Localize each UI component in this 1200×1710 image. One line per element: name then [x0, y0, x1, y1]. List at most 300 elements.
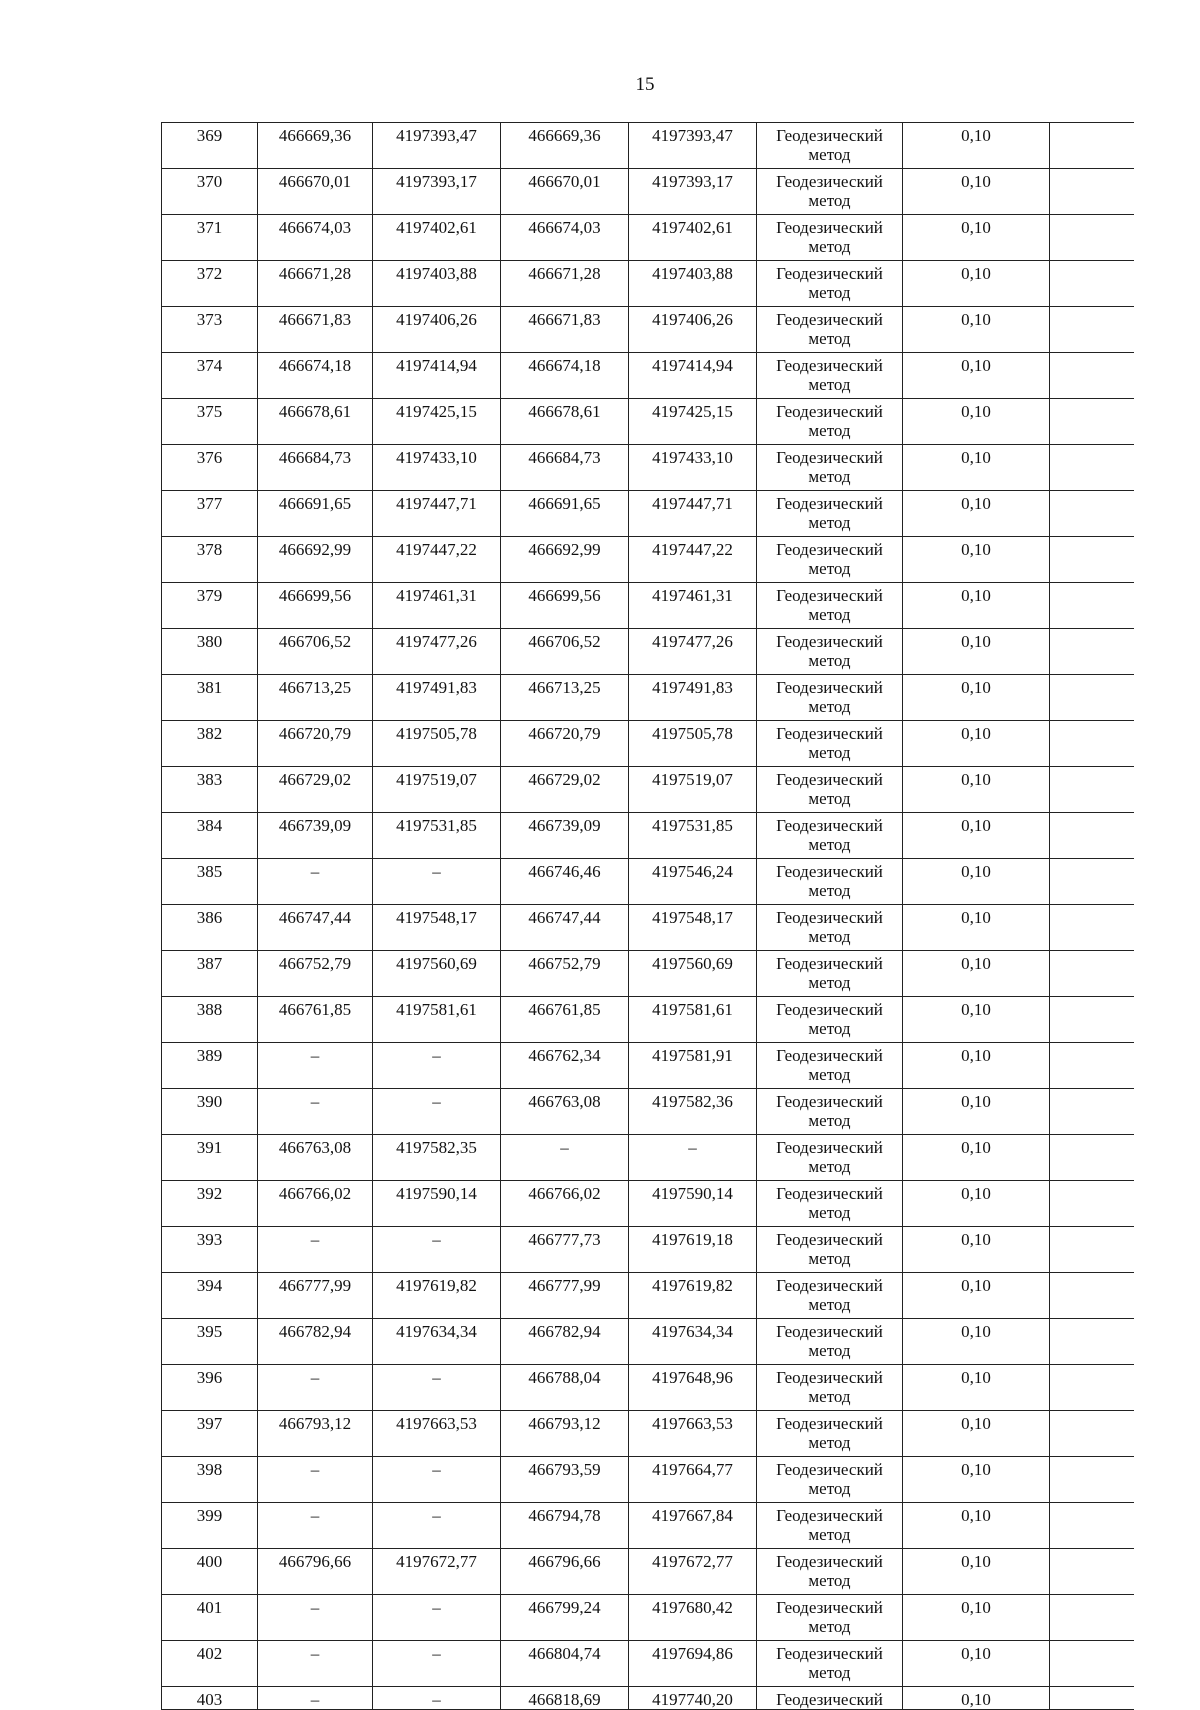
- new-x-cell: 466670,01: [501, 169, 629, 215]
- new-x-cell: 466669,36: [501, 123, 629, 169]
- table-row: [162, 629, 1134, 675]
- method-line-2: метод: [808, 835, 851, 854]
- method-line-1: Геодезический: [776, 1552, 883, 1571]
- point-number-cell: 391: [162, 1135, 258, 1181]
- existing-y-cell: 4197393,47: [373, 123, 501, 169]
- empty-cell: [1050, 169, 1134, 215]
- method-line-2: метод: [808, 651, 851, 670]
- empty-cell: [1050, 1227, 1134, 1273]
- method-cell: [757, 1503, 903, 1549]
- point-number-cell: 379: [162, 583, 258, 629]
- accuracy-cell: 0,10: [903, 905, 1050, 951]
- empty-cell: [1050, 951, 1134, 997]
- table-row: [162, 169, 1134, 215]
- table-row: [162, 675, 1134, 721]
- method-cell: [757, 307, 903, 353]
- existing-x-cell: 466793,12: [258, 1411, 373, 1457]
- method-line-2: метод: [808, 1295, 851, 1314]
- new-y-cell: 4197667,84: [629, 1503, 757, 1549]
- method-line-1: Геодезический: [776, 310, 883, 329]
- empty-cell: [1050, 1365, 1134, 1411]
- accuracy-cell: 0,10: [903, 767, 1050, 813]
- point-number-cell: 394: [162, 1273, 258, 1319]
- existing-x-cell: 466739,09: [258, 813, 373, 859]
- accuracy-cell: 0,10: [903, 1549, 1050, 1595]
- method-cell: [757, 859, 903, 905]
- existing-y-cell: 4197505,78: [373, 721, 501, 767]
- existing-y-cell: –: [373, 1457, 501, 1503]
- method-cell: [757, 1595, 903, 1641]
- method-cell: [757, 1089, 903, 1135]
- method-line-1: Геодезический: [776, 1138, 883, 1157]
- new-x-cell: 466678,61: [501, 399, 629, 445]
- table-row: [162, 445, 1134, 491]
- new-x-cell: 466766,02: [501, 1181, 629, 1227]
- method-line-1: Геодезический: [776, 1414, 883, 1433]
- method-line-2: метод: [808, 1387, 851, 1406]
- point-number-cell: 396: [162, 1365, 258, 1411]
- new-x-cell: 466739,09: [501, 813, 629, 859]
- existing-x-cell: –: [258, 1457, 373, 1503]
- point-number-cell: 370: [162, 169, 258, 215]
- new-x-cell: 466762,34: [501, 1043, 629, 1089]
- existing-x-cell: 466678,61: [258, 399, 373, 445]
- point-number-cell: 381: [162, 675, 258, 721]
- method-cell: [757, 1227, 903, 1273]
- existing-x-cell: –: [258, 1089, 373, 1135]
- method-line-2: метод: [808, 881, 851, 900]
- method-line-2: метод: [808, 513, 851, 532]
- existing-y-cell: 4197477,26: [373, 629, 501, 675]
- method-line-1: Геодезический: [776, 1506, 883, 1525]
- method-cell: [757, 629, 903, 675]
- empty-cell: [1050, 767, 1134, 813]
- method-line-2: метод: [808, 1433, 851, 1452]
- new-x-cell: 466782,94: [501, 1319, 629, 1365]
- new-y-cell: 4197393,47: [629, 123, 757, 169]
- existing-y-cell: 4197634,34: [373, 1319, 501, 1365]
- empty-cell: [1050, 1457, 1134, 1503]
- accuracy-cell: 0,10: [903, 123, 1050, 169]
- point-number-cell: 369: [162, 123, 258, 169]
- existing-x-cell: 466684,73: [258, 445, 373, 491]
- table-row: [162, 353, 1134, 399]
- table-row: [162, 859, 1134, 905]
- empty-cell: [1050, 491, 1134, 537]
- accuracy-cell: 0,10: [903, 491, 1050, 537]
- table-row: [162, 1641, 1134, 1687]
- existing-x-cell: 466699,56: [258, 583, 373, 629]
- existing-y-cell: 4197519,07: [373, 767, 501, 813]
- point-number-cell: 377: [162, 491, 258, 537]
- existing-y-cell: –: [373, 1687, 501, 1710]
- table-row: [162, 1411, 1134, 1457]
- method-cell: [757, 583, 903, 629]
- method-line-1: Геодезический: [776, 172, 883, 191]
- existing-x-cell: 466796,66: [258, 1549, 373, 1595]
- new-x-cell: 466699,56: [501, 583, 629, 629]
- table-row: [162, 813, 1134, 859]
- new-x-cell: 466692,99: [501, 537, 629, 583]
- method-line-1: Геодезический: [776, 218, 883, 237]
- point-number-cell: 380: [162, 629, 258, 675]
- method-cell: [757, 675, 903, 721]
- method-cell: [757, 1687, 903, 1710]
- new-y-cell: 4197581,61: [629, 997, 757, 1043]
- point-number-cell: 402: [162, 1641, 258, 1687]
- point-number-cell: 400: [162, 1549, 258, 1595]
- method-line-1: Геодезический: [776, 1000, 883, 1019]
- existing-y-cell: 4197403,88: [373, 261, 501, 307]
- empty-cell: [1050, 537, 1134, 583]
- new-y-cell: 4197694,86: [629, 1641, 757, 1687]
- existing-x-cell: –: [258, 1503, 373, 1549]
- new-y-cell: 4197425,15: [629, 399, 757, 445]
- point-number-cell: 378: [162, 537, 258, 583]
- empty-cell: [1050, 1549, 1134, 1595]
- table-row: [162, 951, 1134, 997]
- method-cell: [757, 261, 903, 307]
- accuracy-cell: 0,10: [903, 1365, 1050, 1411]
- accuracy-cell: 0,10: [903, 1411, 1050, 1457]
- existing-y-cell: 4197582,35: [373, 1135, 501, 1181]
- accuracy-cell: 0,10: [903, 997, 1050, 1043]
- method-line-1: Геодезический: [776, 678, 883, 697]
- existing-x-cell: 466763,08: [258, 1135, 373, 1181]
- table-row: [162, 491, 1134, 537]
- point-number-cell: 388: [162, 997, 258, 1043]
- new-x-cell: 466729,02: [501, 767, 629, 813]
- existing-y-cell: 4197402,61: [373, 215, 501, 261]
- existing-x-cell: 466691,65: [258, 491, 373, 537]
- new-y-cell: 4197680,42: [629, 1595, 757, 1641]
- accuracy-cell: 0,10: [903, 583, 1050, 629]
- empty-cell: [1050, 399, 1134, 445]
- new-y-cell: –: [629, 1135, 757, 1181]
- existing-x-cell: 466766,02: [258, 1181, 373, 1227]
- empty-cell: [1050, 1273, 1134, 1319]
- new-x-cell: 466746,46: [501, 859, 629, 905]
- method-line-2: метод: [808, 697, 851, 716]
- accuracy-cell: 0,10: [903, 1089, 1050, 1135]
- new-x-cell: 466674,03: [501, 215, 629, 261]
- method-line-1: Геодезический: [776, 770, 883, 789]
- existing-y-cell: 4197672,77: [373, 1549, 501, 1595]
- table-row: [162, 1089, 1134, 1135]
- table-row: [162, 767, 1134, 813]
- method-line-2: метод: [808, 467, 851, 486]
- existing-x-cell: 466670,01: [258, 169, 373, 215]
- method-line-2: метод: [808, 1341, 851, 1360]
- table-row: [162, 123, 1134, 169]
- empty-cell: [1050, 675, 1134, 721]
- accuracy-cell: 0,10: [903, 537, 1050, 583]
- empty-cell: [1050, 1503, 1134, 1549]
- method-line-1: Геодезический: [776, 632, 883, 651]
- new-x-cell: 466706,52: [501, 629, 629, 675]
- method-line-1: Геодезический: [776, 1322, 883, 1341]
- new-y-cell: 4197590,14: [629, 1181, 757, 1227]
- table-row: [162, 307, 1134, 353]
- new-y-cell: 4197433,10: [629, 445, 757, 491]
- new-x-cell: 466799,24: [501, 1595, 629, 1641]
- empty-cell: [1050, 1641, 1134, 1687]
- existing-y-cell: 4197491,83: [373, 675, 501, 721]
- table-row: [162, 1135, 1134, 1181]
- table-row: [162, 1043, 1134, 1089]
- existing-x-cell: –: [258, 1227, 373, 1273]
- method-line-2: метод: [808, 1479, 851, 1498]
- table-row: [162, 1457, 1134, 1503]
- method-cell: [757, 1549, 903, 1595]
- point-number-cell: 375: [162, 399, 258, 445]
- method-line-2: метод: [808, 743, 851, 762]
- new-y-cell: 4197619,82: [629, 1273, 757, 1319]
- empty-cell: [1050, 583, 1134, 629]
- existing-x-cell: 466720,79: [258, 721, 373, 767]
- method-cell: [757, 399, 903, 445]
- new-y-cell: 4197491,83: [629, 675, 757, 721]
- existing-y-cell: 4197560,69: [373, 951, 501, 997]
- method-line-2: метод: [808, 329, 851, 348]
- accuracy-cell: 0,10: [903, 1135, 1050, 1181]
- table-row: [162, 721, 1134, 767]
- method-cell: [757, 1365, 903, 1411]
- accuracy-cell: 0,10: [903, 813, 1050, 859]
- new-y-cell: 4197403,88: [629, 261, 757, 307]
- point-number-cell: 392: [162, 1181, 258, 1227]
- new-y-cell: 4197581,91: [629, 1043, 757, 1089]
- empty-cell: [1050, 721, 1134, 767]
- new-y-cell: 4197634,34: [629, 1319, 757, 1365]
- method-line-2: метод: [808, 973, 851, 992]
- method-cell: [757, 1135, 903, 1181]
- point-number-cell: 397: [162, 1411, 258, 1457]
- table-row: [162, 1273, 1134, 1319]
- empty-cell: [1050, 1411, 1134, 1457]
- table-row: [162, 261, 1134, 307]
- new-y-cell: 4197505,78: [629, 721, 757, 767]
- method-line-1: Геодезический: [776, 1046, 883, 1065]
- new-y-cell: 4197402,61: [629, 215, 757, 261]
- method-line-1: Геодезический: [776, 264, 883, 283]
- existing-x-cell: 466674,18: [258, 353, 373, 399]
- method-line-2: метод: [808, 1663, 851, 1682]
- new-y-cell: 4197664,77: [629, 1457, 757, 1503]
- method-line-1: Геодезический: [776, 954, 883, 973]
- empty-cell: [1050, 215, 1134, 261]
- method-cell: [757, 215, 903, 261]
- accuracy-cell: 0,10: [903, 1503, 1050, 1549]
- point-number-cell: 401: [162, 1595, 258, 1641]
- table-row: [162, 1595, 1134, 1641]
- empty-cell: [1050, 1089, 1134, 1135]
- accuracy-cell: 0,10: [903, 859, 1050, 905]
- method-cell: [757, 1411, 903, 1457]
- point-number-cell: 398: [162, 1457, 258, 1503]
- empty-cell: [1050, 629, 1134, 675]
- accuracy-cell: 0,10: [903, 1181, 1050, 1227]
- existing-y-cell: 4197447,71: [373, 491, 501, 537]
- method-line-1: Геодезический: [776, 1276, 883, 1295]
- existing-x-cell: 466713,25: [258, 675, 373, 721]
- point-number-cell: 403: [162, 1687, 258, 1710]
- new-y-cell: 4197560,69: [629, 951, 757, 997]
- existing-x-cell: 466761,85: [258, 997, 373, 1043]
- table-row: [162, 215, 1134, 261]
- new-y-cell: 4197548,17: [629, 905, 757, 951]
- point-number-cell: 395: [162, 1319, 258, 1365]
- existing-y-cell: 4197414,94: [373, 353, 501, 399]
- new-y-cell: 4197406,26: [629, 307, 757, 353]
- method-line-1: Геодезический: [776, 1644, 883, 1663]
- existing-y-cell: –: [373, 859, 501, 905]
- new-x-cell: 466793,12: [501, 1411, 629, 1457]
- existing-x-cell: 466752,79: [258, 951, 373, 997]
- existing-y-cell: –: [373, 1503, 501, 1549]
- method-line-2: метод: [808, 1525, 851, 1544]
- new-x-cell: 466671,28: [501, 261, 629, 307]
- method-cell: [757, 813, 903, 859]
- existing-x-cell: –: [258, 1687, 373, 1710]
- empty-cell: [1050, 1181, 1134, 1227]
- new-x-cell: 466818,69: [501, 1687, 629, 1710]
- accuracy-cell: 0,10: [903, 1641, 1050, 1687]
- method-line-1: Геодезический: [776, 540, 883, 559]
- table-body: [162, 123, 1134, 1710]
- new-y-cell: 4197519,07: [629, 767, 757, 813]
- existing-y-cell: –: [373, 1641, 501, 1687]
- method-line-2: метод: [808, 375, 851, 394]
- accuracy-cell: 0,10: [903, 675, 1050, 721]
- accuracy-cell: 0,10: [903, 721, 1050, 767]
- accuracy-cell: 0,10: [903, 307, 1050, 353]
- existing-x-cell: 466782,94: [258, 1319, 373, 1365]
- accuracy-cell: 0,10: [903, 445, 1050, 491]
- new-x-cell: 466763,08: [501, 1089, 629, 1135]
- method-line-1: Геодезический: [776, 862, 883, 881]
- method-line-1: Геодезический: [776, 1092, 883, 1111]
- method-cell: [757, 1181, 903, 1227]
- empty-cell: [1050, 307, 1134, 353]
- point-number-cell: 371: [162, 215, 258, 261]
- method-cell: [757, 537, 903, 583]
- empty-cell: [1050, 813, 1134, 859]
- new-y-cell: 4197531,85: [629, 813, 757, 859]
- point-number-cell: 393: [162, 1227, 258, 1273]
- new-x-cell: 466691,65: [501, 491, 629, 537]
- method-line-1: Геодезический: [776, 1184, 883, 1203]
- existing-y-cell: 4197433,10: [373, 445, 501, 491]
- existing-x-cell: –: [258, 1641, 373, 1687]
- method-cell: [757, 353, 903, 399]
- existing-y-cell: –: [373, 1227, 501, 1273]
- coordinates-table: [161, 122, 1134, 1710]
- table-row: [162, 537, 1134, 583]
- new-x-cell: 466747,44: [501, 905, 629, 951]
- existing-x-cell: –: [258, 1043, 373, 1089]
- method-line-1: Геодезический: [776, 1690, 883, 1709]
- accuracy-cell: 0,10: [903, 1227, 1050, 1273]
- point-number-cell: 385: [162, 859, 258, 905]
- point-number-cell: 383: [162, 767, 258, 813]
- new-y-cell: 4197740,20: [629, 1687, 757, 1710]
- method-cell: [757, 997, 903, 1043]
- point-number-cell: 374: [162, 353, 258, 399]
- new-x-cell: 466796,66: [501, 1549, 629, 1595]
- existing-y-cell: 4197548,17: [373, 905, 501, 951]
- method-cell: [757, 905, 903, 951]
- method-cell: [757, 491, 903, 537]
- existing-x-cell: 466669,36: [258, 123, 373, 169]
- existing-y-cell: 4197619,82: [373, 1273, 501, 1319]
- method-line-2: метод: [808, 1111, 851, 1130]
- existing-x-cell: –: [258, 1595, 373, 1641]
- table-row: [162, 1365, 1134, 1411]
- empty-cell: [1050, 445, 1134, 491]
- new-y-cell: 4197619,18: [629, 1227, 757, 1273]
- existing-y-cell: 4197663,53: [373, 1411, 501, 1457]
- point-number-cell: 384: [162, 813, 258, 859]
- table-row: [162, 905, 1134, 951]
- accuracy-cell: 0,10: [903, 353, 1050, 399]
- existing-x-cell: 466671,83: [258, 307, 373, 353]
- new-y-cell: 4197461,31: [629, 583, 757, 629]
- new-x-cell: 466684,73: [501, 445, 629, 491]
- accuracy-cell: 0,10: [903, 629, 1050, 675]
- method-cell: [757, 445, 903, 491]
- method-line-1: Геодезический: [776, 494, 883, 513]
- accuracy-cell: 0,10: [903, 1043, 1050, 1089]
- empty-cell: [1050, 353, 1134, 399]
- accuracy-cell: 0,10: [903, 951, 1050, 997]
- empty-cell: [1050, 997, 1134, 1043]
- existing-x-cell: 466671,28: [258, 261, 373, 307]
- method-line-1: Геодезический: [776, 356, 883, 375]
- method-line-1: Геодезический: [776, 1230, 883, 1249]
- method-line-1: Геодезический: [776, 586, 883, 605]
- existing-y-cell: 4197461,31: [373, 583, 501, 629]
- method-line-1: Геодезический: [776, 724, 883, 743]
- method-line-1: Геодезический: [776, 1368, 883, 1387]
- existing-x-cell: 466777,99: [258, 1273, 373, 1319]
- existing-x-cell: –: [258, 859, 373, 905]
- existing-x-cell: 466706,52: [258, 629, 373, 675]
- point-number-cell: 387: [162, 951, 258, 997]
- method-line-2: метод: [808, 283, 851, 302]
- new-y-cell: 4197546,24: [629, 859, 757, 905]
- new-y-cell: 4197393,17: [629, 169, 757, 215]
- new-x-cell: 466674,18: [501, 353, 629, 399]
- existing-x-cell: 466692,99: [258, 537, 373, 583]
- point-number-cell: 382: [162, 721, 258, 767]
- new-y-cell: 4197582,36: [629, 1089, 757, 1135]
- method-line-2: метод: [808, 1065, 851, 1084]
- table-row: [162, 1181, 1134, 1227]
- accuracy-cell: 0,10: [903, 1457, 1050, 1503]
- method-line-2: метод: [808, 421, 851, 440]
- method-line-2: метод: [808, 789, 851, 808]
- accuracy-cell: 0,10: [903, 1319, 1050, 1365]
- new-y-cell: 4197447,22: [629, 537, 757, 583]
- accuracy-cell: 0,10: [903, 261, 1050, 307]
- existing-x-cell: 466674,03: [258, 215, 373, 261]
- accuracy-cell: 0,10: [903, 1595, 1050, 1641]
- method-line-2: метод: [808, 1249, 851, 1268]
- empty-cell: [1050, 1135, 1134, 1181]
- new-x-cell: 466794,78: [501, 1503, 629, 1549]
- point-number-cell: 399: [162, 1503, 258, 1549]
